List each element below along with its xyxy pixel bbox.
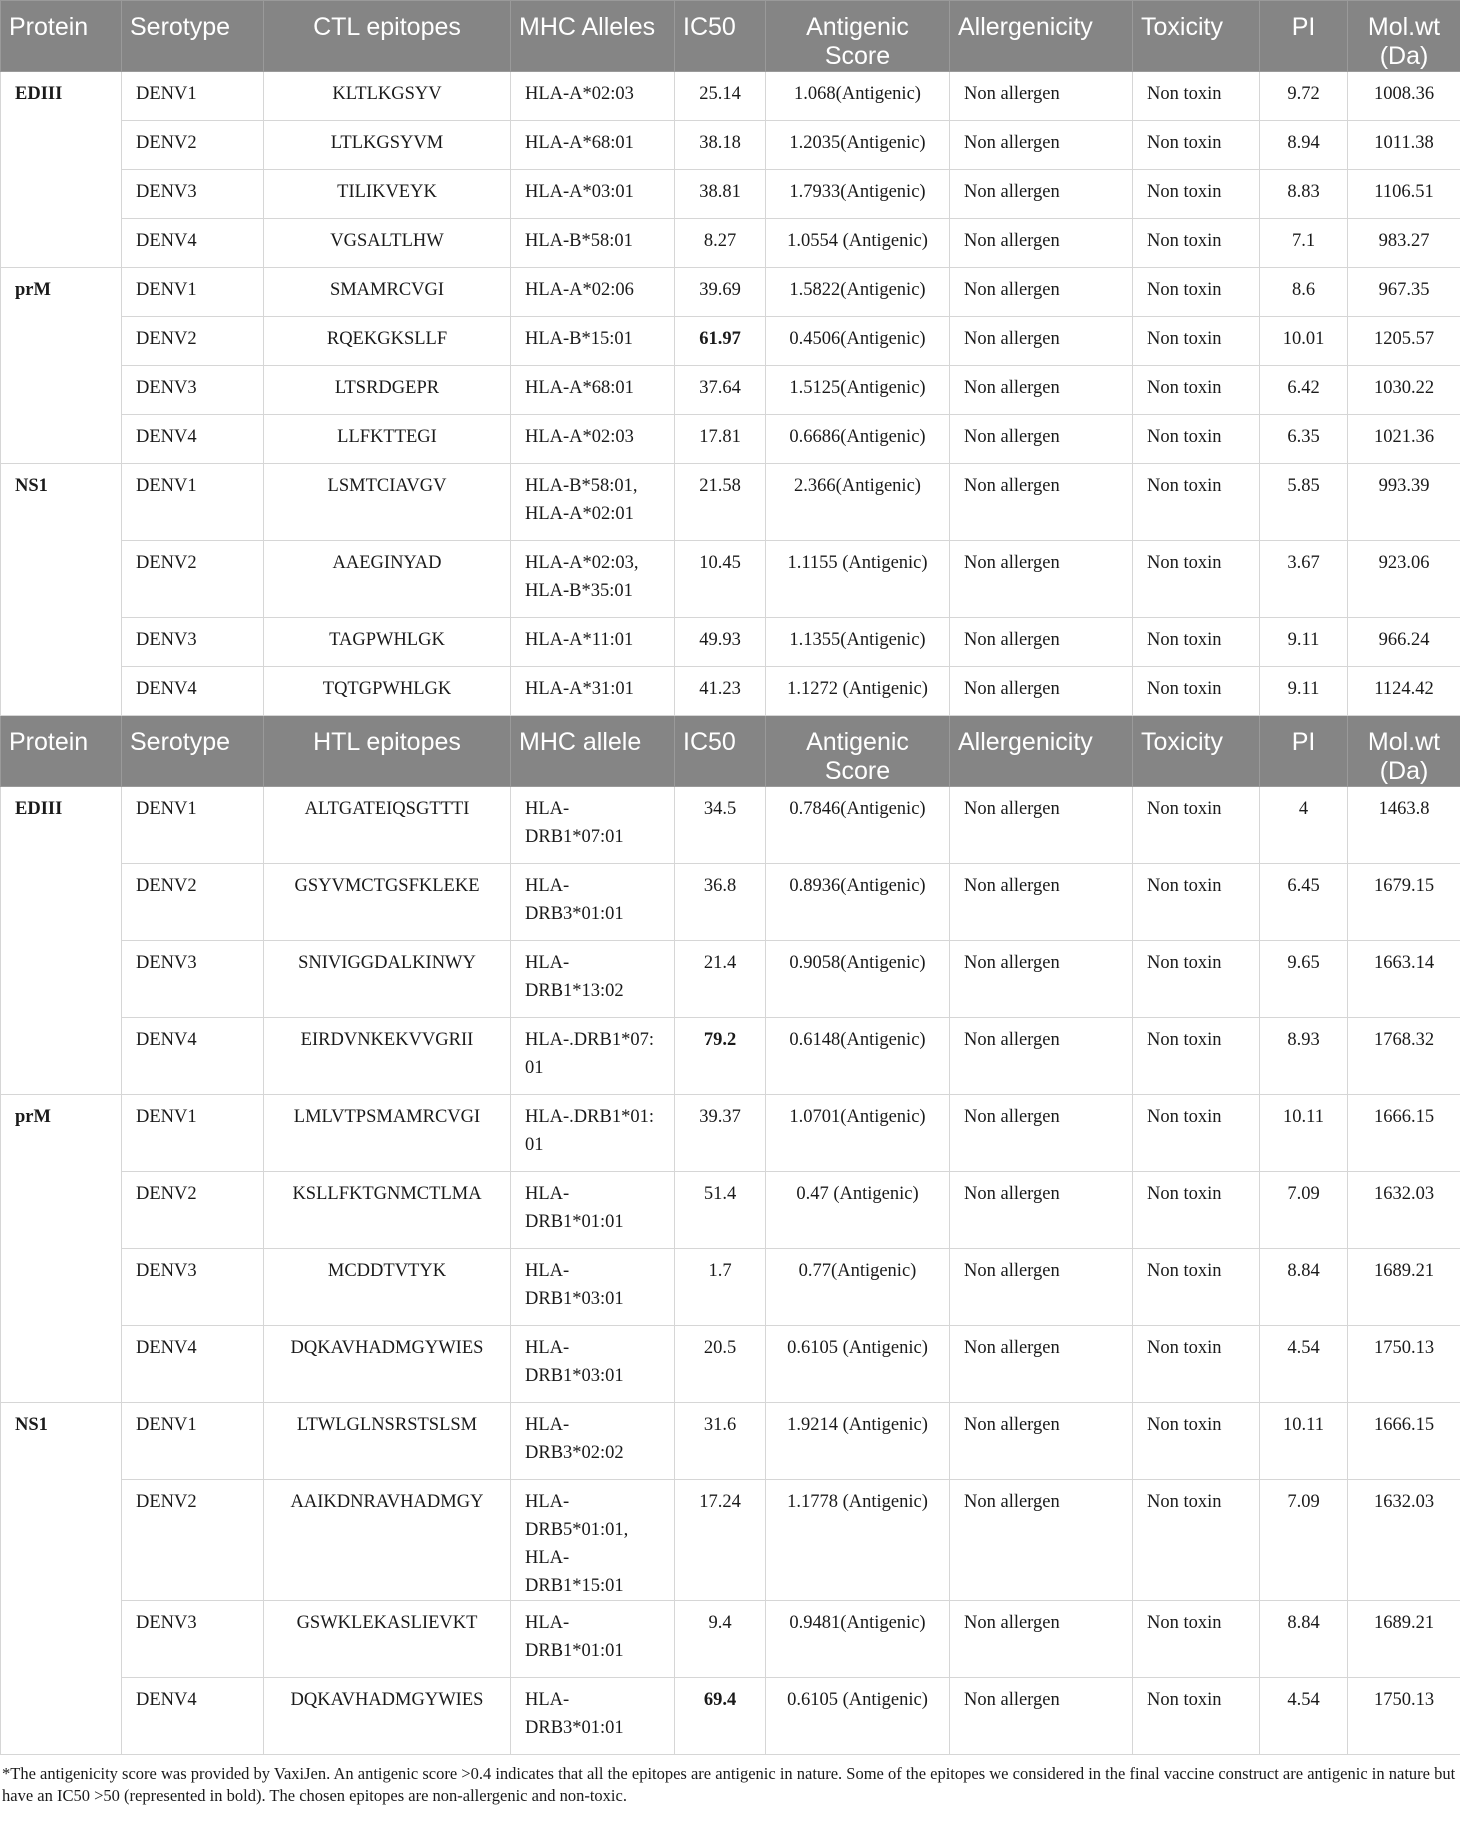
toxicity-cell: Non toxin xyxy=(1133,121,1260,170)
ic50-cell: 39.37 xyxy=(675,1095,766,1172)
ic50-cell: 37.64 xyxy=(675,366,766,415)
toxicity-cell: Non toxin xyxy=(1133,667,1260,716)
antigenic-score-cell: 1.2035(Antigenic) xyxy=(766,121,950,170)
pi-cell: 8.84 xyxy=(1260,1601,1348,1678)
header-allergenicity: Allergenicity xyxy=(950,716,1133,787)
table-row xyxy=(1,464,1460,541)
mhc-allele-cell: HLA-A*02:03 xyxy=(511,72,675,121)
allergenicity-cell: Non allergen xyxy=(950,1172,1133,1249)
antigenic-score-cell: 1.068(Antigenic) xyxy=(766,72,950,121)
allergenicity-cell: Non allergen xyxy=(950,618,1133,667)
antigenic-score-cell: 0.8936(Antigenic) xyxy=(766,864,950,941)
toxicity-cell: Non toxin xyxy=(1133,787,1260,864)
serotype-cell: DENV1 xyxy=(122,72,264,121)
mhc-allele-cell: HLA-DRB1*07:01 xyxy=(511,787,675,864)
allergenicity-cell: Non allergen xyxy=(950,1249,1133,1326)
protein-cell: EDIII xyxy=(1,787,122,1095)
mhc-allele-cell: HLA-A*03:01 xyxy=(511,170,675,219)
protein-cell: NS1 xyxy=(1,464,122,716)
epitope-cell: LTWLGLNSRSTSLSM xyxy=(264,1403,511,1480)
epitope-cell: KSLLFKTGNMCTLMA xyxy=(264,1172,511,1249)
header-serotype: Serotype xyxy=(122,716,264,787)
ic50-cell: 69.4 xyxy=(675,1678,766,1755)
toxicity-cell: Non toxin xyxy=(1133,1018,1260,1095)
serotype-cell: DENV3 xyxy=(122,618,264,667)
epitope-cell: LTLKGSYVM xyxy=(264,121,511,170)
ic50-cell: 36.8 xyxy=(675,864,766,941)
ic50-cell: 9.4 xyxy=(675,1601,766,1678)
pi-cell: 8.93 xyxy=(1260,1018,1348,1095)
molwt-cell: 1106.51 xyxy=(1348,170,1460,219)
serotype-cell: DENV1 xyxy=(122,268,264,317)
serotype-cell: DENV3 xyxy=(122,366,264,415)
ic50-cell: 17.81 xyxy=(675,415,766,464)
pi-cell: 6.42 xyxy=(1260,366,1348,415)
antigenic-score-cell: 1.5822(Antigenic) xyxy=(766,268,950,317)
header-ic50: IC50 xyxy=(675,716,766,787)
table-row xyxy=(1,1018,1460,1095)
molwt-cell: 966.24 xyxy=(1348,618,1460,667)
molwt-cell: 1205.57 xyxy=(1348,317,1460,366)
serotype-cell: DENV2 xyxy=(122,1172,264,1249)
mhc-allele-cell: HLA-A*02:06 xyxy=(511,268,675,317)
toxicity-cell: Non toxin xyxy=(1133,1403,1260,1480)
allergenicity-cell: Non allergen xyxy=(950,941,1133,1018)
antigenic-score-cell: 0.4506(Antigenic) xyxy=(766,317,950,366)
pi-cell: 10.01 xyxy=(1260,317,1348,366)
toxicity-cell: Non toxin xyxy=(1133,219,1260,268)
allergenicity-cell: Non allergen xyxy=(950,1678,1133,1755)
antigenic-score-cell: 0.47 (Antigenic) xyxy=(766,1172,950,1249)
table-row xyxy=(1,787,1460,864)
epitope-cell: AAEGINYAD xyxy=(264,541,511,618)
ctl-table-body xyxy=(1,72,1460,716)
pi-cell: 4 xyxy=(1260,787,1348,864)
epitope-cell: SNIVIGGDALKINWY xyxy=(264,941,511,1018)
pi-cell: 9.72 xyxy=(1260,72,1348,121)
mhc-allele-cell: HLA-DRB3*01:01 xyxy=(511,1678,675,1755)
serotype-cell: DENV4 xyxy=(122,1018,264,1095)
ic50-cell: 20.5 xyxy=(675,1326,766,1403)
mhc-allele-cell: HLA-DRB1*01:01 xyxy=(511,1172,675,1249)
antigenic-score-cell: 0.9481(Antigenic) xyxy=(766,1601,950,1678)
mhc-allele-cell: HLA-B*15:01 xyxy=(511,317,675,366)
antigenic-score-cell: 0.9058(Antigenic) xyxy=(766,941,950,1018)
header-htl-epitopes: HTL epitopes xyxy=(264,716,511,787)
epitope-cell: LLFKTTEGI xyxy=(264,415,511,464)
allergenicity-cell: Non allergen xyxy=(950,787,1133,864)
molwt-cell: 993.39 xyxy=(1348,464,1460,541)
serotype-cell: DENV2 xyxy=(122,121,264,170)
table-row xyxy=(1,1249,1460,1326)
ic50-cell: 21.58 xyxy=(675,464,766,541)
pi-cell: 4.54 xyxy=(1260,1678,1348,1755)
mhc-allele-cell: HLA-DRB5*01:01, HLA-DRB1*15:01 xyxy=(511,1480,675,1601)
header-mhc-alleles: MHC Alleles xyxy=(511,1,675,72)
allergenicity-cell: Non allergen xyxy=(950,72,1133,121)
epitope-cell: ALTGATEIQSGTTTI xyxy=(264,787,511,864)
molwt-cell: 1768.32 xyxy=(1348,1018,1460,1095)
epitope-cell: LMLVTPSMAMRCVGI xyxy=(264,1095,511,1172)
ic50-cell: 49.93 xyxy=(675,618,766,667)
epitope-cell: KLTLKGSYV xyxy=(264,72,511,121)
allergenicity-cell: Non allergen xyxy=(950,170,1133,219)
mhc-allele-cell: HLA-A*68:01 xyxy=(511,121,675,170)
allergenicity-cell: Non allergen xyxy=(950,1601,1133,1678)
mhc-allele-cell: HLA-A*31:01 xyxy=(511,667,675,716)
table-footnote: *The antigenicity score was provided by VaxiJen. An antigenic score >0.4 indicates that all the epitopes are antigenic in nature. Some of the epitopes we considered in the final vaccine construct are antigenic in nature but have an IC50 >50 (represented in bold). The chosen epitopes are non-allergenic and non-toxic. xyxy=(2,1764,1456,1805)
allergenicity-cell: Non allergen xyxy=(950,1095,1133,1172)
molwt-cell: 1632.03 xyxy=(1348,1172,1460,1249)
epitope-cell: EIRDVNKEKVVGRII xyxy=(264,1018,511,1095)
pi-cell: 8.94 xyxy=(1260,121,1348,170)
molwt-cell: 1679.15 xyxy=(1348,864,1460,941)
table-row xyxy=(1,1326,1460,1403)
pi-cell: 8.83 xyxy=(1260,170,1348,219)
epitope-cell: SMAMRCVGI xyxy=(264,268,511,317)
allergenicity-cell: Non allergen xyxy=(950,366,1133,415)
serotype-cell: DENV3 xyxy=(122,1249,264,1326)
ic50-cell: 38.18 xyxy=(675,121,766,170)
antigenic-score-cell: 0.7846(Antigenic) xyxy=(766,787,950,864)
pi-cell: 5.85 xyxy=(1260,464,1348,541)
serotype-cell: DENV3 xyxy=(122,170,264,219)
epitope-cell: GSWKLEKASLIEVKT xyxy=(264,1601,511,1678)
serotype-cell: DENV2 xyxy=(122,541,264,618)
allergenicity-cell: Non allergen xyxy=(950,317,1133,366)
header-pi: PI xyxy=(1260,1,1348,72)
allergenicity-cell: Non allergen xyxy=(950,121,1133,170)
antigenic-score-cell: 0.6686(Antigenic) xyxy=(766,415,950,464)
toxicity-cell: Non toxin xyxy=(1133,1601,1260,1678)
toxicity-cell: Non toxin xyxy=(1133,170,1260,219)
serotype-cell: DENV4 xyxy=(122,1678,264,1755)
toxicity-cell: Non toxin xyxy=(1133,1480,1260,1601)
serotype-cell: DENV4 xyxy=(122,219,264,268)
table-row xyxy=(1,317,1460,366)
toxicity-cell: Non toxin xyxy=(1133,618,1260,667)
protein-cell: prM xyxy=(1,268,122,464)
mhc-allele-cell: HLA-DRB1*03:01 xyxy=(511,1249,675,1326)
mhc-allele-cell: HLA-A*11:01 xyxy=(511,618,675,667)
allergenicity-cell: Non allergen xyxy=(950,1326,1133,1403)
header-toxicity: Toxicity xyxy=(1133,716,1260,787)
serotype-cell: DENV4 xyxy=(122,1326,264,1403)
serotype-cell: DENV3 xyxy=(122,1601,264,1678)
serotype-cell: DENV1 xyxy=(122,1403,264,1480)
ic50-cell: 17.24 xyxy=(675,1480,766,1601)
pi-cell: 7.1 xyxy=(1260,219,1348,268)
molwt-cell: 1011.38 xyxy=(1348,121,1460,170)
mhc-allele-cell: HLA-.DRB1*07:01 xyxy=(511,1018,675,1095)
allergenicity-cell: Non allergen xyxy=(950,1403,1133,1480)
molwt-cell: 1666.15 xyxy=(1348,1095,1460,1172)
htl-table-body xyxy=(1,787,1460,1755)
allergenicity-cell: Non allergen xyxy=(950,864,1133,941)
toxicity-cell: Non toxin xyxy=(1133,464,1260,541)
antigenic-score-cell: 0.6148(Antigenic) xyxy=(766,1018,950,1095)
ctl-header-row xyxy=(1,1,1460,72)
table-row xyxy=(1,219,1460,268)
toxicity-cell: Non toxin xyxy=(1133,1172,1260,1249)
pi-cell: 8.84 xyxy=(1260,1249,1348,1326)
pi-cell: 9.65 xyxy=(1260,941,1348,1018)
mhc-allele-cell: HLA-B*58:01, HLA-A*02:01 xyxy=(511,464,675,541)
serotype-cell: DENV1 xyxy=(122,787,264,864)
antigenic-score-cell: 1.7933(Antigenic) xyxy=(766,170,950,219)
toxicity-cell: Non toxin xyxy=(1133,72,1260,121)
protein-cell: NS1 xyxy=(1,1403,122,1755)
serotype-cell: DENV3 xyxy=(122,941,264,1018)
table-row xyxy=(1,1480,1460,1601)
table-row xyxy=(1,1403,1460,1480)
header-allergenicity: Allergenicity xyxy=(950,1,1133,72)
ic50-cell: 34.5 xyxy=(675,787,766,864)
table-row xyxy=(1,864,1460,941)
molwt-cell: 983.27 xyxy=(1348,219,1460,268)
allergenicity-cell: Non allergen xyxy=(950,667,1133,716)
pi-cell: 10.11 xyxy=(1260,1403,1348,1480)
epitope-cell: VGSALTLHW xyxy=(264,219,511,268)
header-molwt: Mol.wt (Da) xyxy=(1348,1,1460,72)
antigenic-score-cell: 1.1272 (Antigenic) xyxy=(766,667,950,716)
table-row xyxy=(1,170,1460,219)
protein-cell: EDIII xyxy=(1,72,122,268)
antigenic-score-cell: 0.6105 (Antigenic) xyxy=(766,1326,950,1403)
mhc-allele-cell: HLA-DRB1*01:01 xyxy=(511,1601,675,1678)
ic50-cell: 31.6 xyxy=(675,1403,766,1480)
mhc-allele-cell: HLA-DRB3*01:01 xyxy=(511,864,675,941)
pi-cell: 6.35 xyxy=(1260,415,1348,464)
molwt-cell: 1008.36 xyxy=(1348,72,1460,121)
header-mhc-allele: MHC allele xyxy=(511,716,675,787)
molwt-cell: 1666.15 xyxy=(1348,1403,1460,1480)
allergenicity-cell: Non allergen xyxy=(950,541,1133,618)
molwt-cell: 1632.03 xyxy=(1348,1480,1460,1601)
table-row xyxy=(1,667,1460,716)
molwt-cell: 1750.13 xyxy=(1348,1326,1460,1403)
pi-cell: 4.54 xyxy=(1260,1326,1348,1403)
toxicity-cell: Non toxin xyxy=(1133,317,1260,366)
antigenic-score-cell: 1.9214 (Antigenic) xyxy=(766,1403,950,1480)
header-protein: Protein xyxy=(1,716,122,787)
table-row xyxy=(1,1095,1460,1172)
table-row xyxy=(1,541,1460,618)
serotype-cell: DENV4 xyxy=(122,415,264,464)
table-row xyxy=(1,1172,1460,1249)
mhc-allele-cell: HLA-DRB3*02:02 xyxy=(511,1403,675,1480)
serotype-cell: DENV1 xyxy=(122,1095,264,1172)
molwt-cell: 1463.8 xyxy=(1348,787,1460,864)
antigenic-score-cell: 1.1778 (Antigenic) xyxy=(766,1480,950,1601)
header-antigenic-score: Antigenic Score xyxy=(766,1,950,72)
antigenic-score-cell: 0.6105 (Antigenic) xyxy=(766,1678,950,1755)
header-antigenic-score: Antigenic Score xyxy=(766,716,950,787)
ic50-cell: 51.4 xyxy=(675,1172,766,1249)
ic50-cell: 1.7 xyxy=(675,1249,766,1326)
pi-cell: 9.11 xyxy=(1260,618,1348,667)
toxicity-cell: Non toxin xyxy=(1133,366,1260,415)
allergenicity-cell: Non allergen xyxy=(950,464,1133,541)
ic50-cell: 41.23 xyxy=(675,667,766,716)
molwt-cell: 1021.36 xyxy=(1348,415,1460,464)
toxicity-cell: Non toxin xyxy=(1133,864,1260,941)
molwt-cell: 1750.13 xyxy=(1348,1678,1460,1755)
serotype-cell: DENV1 xyxy=(122,464,264,541)
molwt-cell: 967.35 xyxy=(1348,268,1460,317)
mhc-allele-cell: HLA-A*02:03 xyxy=(511,415,675,464)
toxicity-cell: Non toxin xyxy=(1133,1678,1260,1755)
epitope-cell: AAIKDNRAVHADMGY xyxy=(264,1480,511,1601)
pi-cell: 7.09 xyxy=(1260,1172,1348,1249)
epitope-cell: MCDDTVTYK xyxy=(264,1249,511,1326)
antigenic-score-cell: 1.1155 (Antigenic) xyxy=(766,541,950,618)
header-serotype: Serotype xyxy=(122,1,264,72)
pi-cell: 9.11 xyxy=(1260,667,1348,716)
allergenicity-cell: Non allergen xyxy=(950,1018,1133,1095)
antigenic-score-cell: 0.77(Antigenic) xyxy=(766,1249,950,1326)
pi-cell: 8.6 xyxy=(1260,268,1348,317)
epitope-cell: TQTGPWHLGK xyxy=(264,667,511,716)
epitope-cell: GSYVMCTGSFKLEKE xyxy=(264,864,511,941)
mhc-allele-cell: HLA-.DRB1*01:01 xyxy=(511,1095,675,1172)
epitope-cell: TAGPWHLGK xyxy=(264,618,511,667)
allergenicity-cell: Non allergen xyxy=(950,268,1133,317)
allergenicity-cell: Non allergen xyxy=(950,1480,1133,1601)
htl-header-row xyxy=(1,716,1460,787)
toxicity-cell: Non toxin xyxy=(1133,541,1260,618)
mhc-allele-cell: HLA-B*58:01 xyxy=(511,219,675,268)
table-row xyxy=(1,941,1460,1018)
ic50-cell: 61.97 xyxy=(675,317,766,366)
header-ctl-epitopes: CTL epitopes xyxy=(264,1,511,72)
table-row xyxy=(1,1678,1460,1755)
toxicity-cell: Non toxin xyxy=(1133,1249,1260,1326)
ic50-cell: 21.4 xyxy=(675,941,766,1018)
header-pi: PI xyxy=(1260,716,1348,787)
toxicity-cell: Non toxin xyxy=(1133,941,1260,1018)
ic50-cell: 8.27 xyxy=(675,219,766,268)
table-row xyxy=(1,121,1460,170)
toxicity-cell: Non toxin xyxy=(1133,1095,1260,1172)
table-row xyxy=(1,618,1460,667)
table-row xyxy=(1,72,1460,121)
table-row xyxy=(1,415,1460,464)
serotype-cell: DENV4 xyxy=(122,667,264,716)
table-row xyxy=(1,1601,1460,1678)
epitope-cell: DQKAVHADMGYWIES xyxy=(264,1326,511,1403)
serotype-cell: DENV2 xyxy=(122,864,264,941)
ic50-cell: 25.14 xyxy=(675,72,766,121)
serotype-cell: DENV2 xyxy=(122,1480,264,1601)
pi-cell: 3.67 xyxy=(1260,541,1348,618)
mhc-allele-cell: HLA-A*02:03, HLA-B*35:01 xyxy=(511,541,675,618)
ic50-cell: 39.69 xyxy=(675,268,766,317)
antigenic-score-cell: 1.0701(Antigenic) xyxy=(766,1095,950,1172)
protein-cell: prM xyxy=(1,1095,122,1403)
molwt-cell: 1030.22 xyxy=(1348,366,1460,415)
ic50-cell: 38.81 xyxy=(675,170,766,219)
header-ic50: IC50 xyxy=(675,1,766,72)
ic50-cell: 10.45 xyxy=(675,541,766,618)
epitope-cell: LSMTCIAVGV xyxy=(264,464,511,541)
antigenic-score-cell: 2.366(Antigenic) xyxy=(766,464,950,541)
epitope-cell: LTSRDGEPR xyxy=(264,366,511,415)
epitope-cell: RQEKGKSLLF xyxy=(264,317,511,366)
pi-cell: 6.45 xyxy=(1260,864,1348,941)
epitope-cell: DQKAVHADMGYWIES xyxy=(264,1678,511,1755)
header-protein: Protein xyxy=(1,1,122,72)
table-row xyxy=(1,268,1460,317)
header-toxicity: Toxicity xyxy=(1133,1,1260,72)
mhc-allele-cell: HLA-DRB1*13:02 xyxy=(511,941,675,1018)
toxicity-cell: Non toxin xyxy=(1133,415,1260,464)
allergenicity-cell: Non allergen xyxy=(950,219,1133,268)
mhc-allele-cell: HLA-DRB1*03:01 xyxy=(511,1326,675,1403)
serotype-cell: DENV2 xyxy=(122,317,264,366)
pi-cell: 10.11 xyxy=(1260,1095,1348,1172)
allergenicity-cell: Non allergen xyxy=(950,415,1133,464)
ic50-cell: 79.2 xyxy=(675,1018,766,1095)
antigenic-score-cell: 1.0554 (Antigenic) xyxy=(766,219,950,268)
molwt-cell: 1124.42 xyxy=(1348,667,1460,716)
mhc-allele-cell: HLA-A*68:01 xyxy=(511,366,675,415)
molwt-cell: 1689.21 xyxy=(1348,1249,1460,1326)
epitope-cell: TILIKVEYK xyxy=(264,170,511,219)
table-row xyxy=(1,366,1460,415)
molwt-cell: 923.06 xyxy=(1348,541,1460,618)
pi-cell: 7.09 xyxy=(1260,1480,1348,1601)
molwt-cell: 1663.14 xyxy=(1348,941,1460,1018)
toxicity-cell: Non toxin xyxy=(1133,1326,1260,1403)
antigenic-score-cell: 1.5125(Antigenic) xyxy=(766,366,950,415)
antigenic-score-cell: 1.1355(Antigenic) xyxy=(766,618,950,667)
molwt-cell: 1689.21 xyxy=(1348,1601,1460,1678)
toxicity-cell: Non toxin xyxy=(1133,268,1260,317)
header-molwt: Mol.wt (Da) xyxy=(1348,716,1460,787)
